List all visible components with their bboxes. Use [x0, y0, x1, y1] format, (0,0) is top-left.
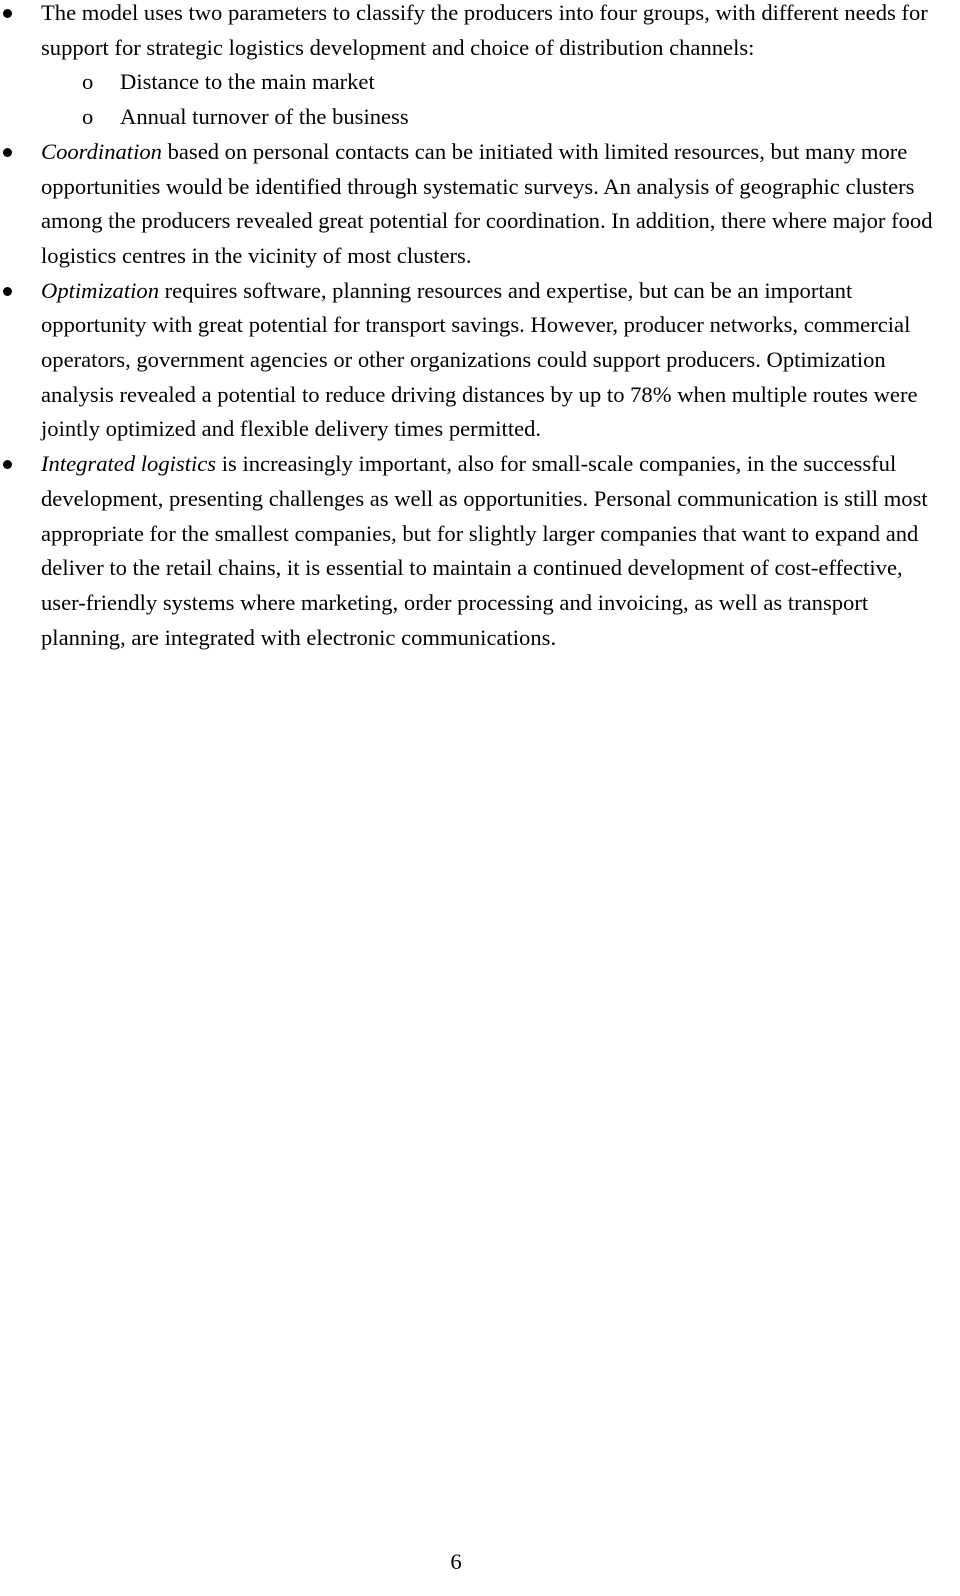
sub-item-turnover — [41, 100, 951, 135]
term-integrated-logistics: Integrated logistics — [41, 451, 217, 477]
bullet-icon — [3, 287, 12, 296]
bullet-text: is increasingly important, also for small-scale companies, in the successful development, presenting challenges as well as opportunities. Personal communication is still most appropriate for the smallest companies, but for slightly larger companies that want to expand and deliver to the retail chains, it is essential to maintain a continued development of cost-effective, user-friendly systems where marketing, order processing and invoicing, as well as transport planning, are integrated with electronic communications. — [41, 451, 928, 650]
bullet-icon — [3, 148, 12, 157]
bullet-text: requires software, planning resources and expertise, but can be an important opportunity with great potential for transport savings. However, producer networks, commercial operators, government agencies or other organizations could support producers. Optimization analysis revealed a potential to reduce driving distances by up to 78% when multiple routes were jointly optimized and flexible delivery times permitted. — [41, 277, 918, 442]
bullet-list — [41, 0, 951, 655]
bullet-text: The model uses two parameters to classify the producers into four groups, with different needs for support for strategic logistics development and choice of distribution channels: — [41, 0, 928, 60]
sub-bullet-marker: o — [82, 104, 94, 130]
sub-item-text: Annual turnover of the business — [120, 104, 409, 130]
document-body — [41, 0, 951, 655]
sub-list — [41, 65, 951, 134]
bullet-text: based on personal contacts can be initiated with limited resources, but many more opportunities would be identified through systematic surveys. An analysis of geographic clusters among the producers revealed great potential for coordination. In addition, there where major food logistics centres in the vicinity of most clusters. — [41, 138, 933, 268]
sub-item-text: Distance to the main market — [120, 69, 375, 95]
sub-bullet-marker: o — [82, 69, 94, 95]
term-coordination: Coordination — [41, 138, 162, 164]
bullet-icon — [3, 9, 12, 18]
bullet-item-integrated-logistics — [41, 447, 951, 655]
bullet-item-coordination — [41, 135, 951, 274]
sub-item-distance — [41, 65, 951, 100]
page-number: 6 — [450, 1549, 462, 1574]
bullet-icon — [3, 460, 12, 469]
bullet-item-optimization — [41, 274, 951, 448]
term-optimization: Optimization — [41, 277, 159, 303]
bullet-item-model-parameters — [41, 0, 951, 135]
